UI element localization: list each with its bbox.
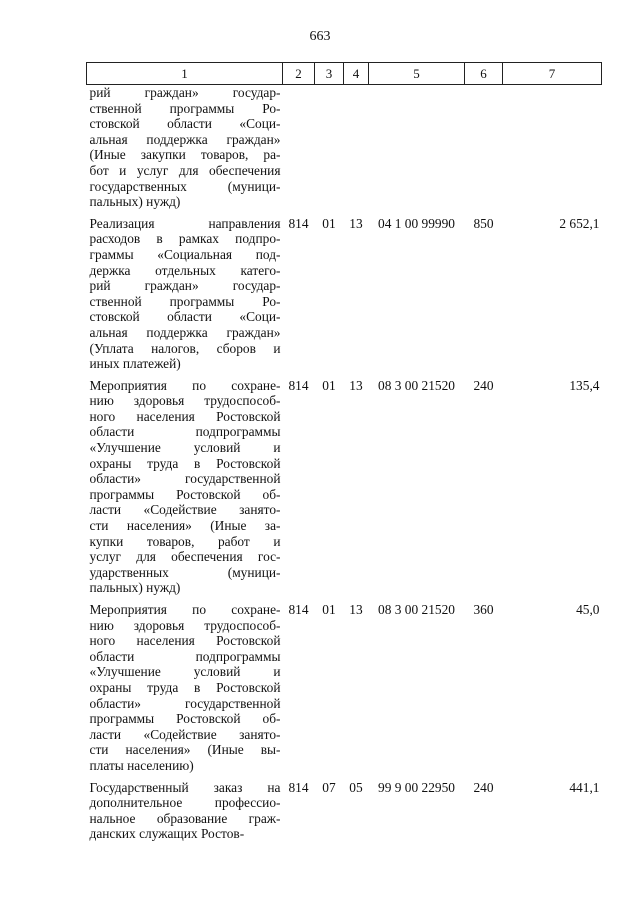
description-line: государственных (муници- (89, 178, 281, 194)
amount-value: 135,4 (569, 377, 600, 393)
row-description (87, 774, 283, 842)
description-line: пальных) нужд) (89, 580, 181, 596)
subsection-code: 13 (349, 377, 363, 393)
amount-value (503, 85, 602, 210)
section-code (315, 85, 344, 210)
column-header-3: 3 (315, 63, 344, 85)
description-line: «Улучшение условий и (89, 440, 281, 456)
description-line: (Иные закупки товаров, ра- (89, 147, 281, 163)
description-line: услуг для обеспечения гос- (89, 549, 281, 565)
description-line: охраны труда в Ростовской (89, 455, 281, 471)
description-line: купки товаров, работ и (89, 533, 281, 549)
amount-value: 441,1 (569, 779, 600, 795)
table-row (87, 210, 602, 372)
section-code: 01 (322, 215, 336, 231)
description-line: области подпрограммы (89, 648, 281, 664)
description-line: ласти «Содействие занято- (89, 502, 281, 518)
expense-type-code: 360 (473, 602, 494, 617)
description-line: программы Ростовской об- (89, 486, 281, 502)
column-header-5: 5 (369, 63, 465, 85)
description-line: программы Ростовской об- (89, 711, 281, 727)
row-description (87, 85, 283, 210)
expense-type-code: 240 (473, 779, 494, 795)
description-line: данских служащих Ростов- (89, 826, 245, 842)
description-line: платы населению) (89, 757, 194, 773)
description-line: области подпрограммы (89, 424, 281, 440)
ved-code: 814 (288, 377, 309, 393)
budget-table (86, 62, 602, 842)
description-line: бот и услуг для обеспечения (89, 162, 281, 178)
row-description (87, 372, 283, 596)
header-row (87, 63, 602, 85)
description-line: граммы «Социальная под- (89, 246, 281, 262)
table-row (87, 596, 602, 774)
description-line: сти населения» (Иные за- (89, 518, 281, 534)
description-line: иных платежей) (89, 356, 181, 372)
section-code: 01 (322, 377, 336, 393)
table-header (87, 63, 602, 85)
description-line: стовской области «Соци- (89, 116, 281, 132)
subsection-code: 13 (349, 215, 363, 231)
table-body (87, 85, 602, 842)
description-line: держка отдельных катего- (89, 262, 281, 278)
description-line: области» государственной (89, 471, 281, 487)
description-line: стовской области «Соци- (89, 309, 281, 325)
column-header-2: 2 (283, 63, 315, 85)
description-line: ственной программы Ро- (89, 100, 281, 116)
description-line: Мероприятия по сохране- (89, 602, 281, 617)
row-description (87, 596, 283, 774)
row-description (87, 210, 283, 372)
description-line: ударственных (муници- (89, 564, 281, 580)
expense-type-code: 240 (473, 377, 494, 393)
amount-value: 2 652,1 (559, 215, 600, 231)
ved-code: 814 (288, 215, 309, 231)
column-header-1: 1 (87, 63, 283, 85)
target-article-code: 08 3 00 21520 (378, 377, 455, 393)
table-row (87, 85, 602, 210)
description-line: Мероприятия по сохране- (89, 377, 281, 393)
description-line: «Улучшение условий и (89, 664, 281, 680)
description-line: расходов в рамках подпро- (89, 231, 281, 247)
description-line: ственной программы Ро- (89, 293, 281, 309)
description-line: Государственный заказ на (89, 779, 281, 795)
column-header-7: 7 (503, 63, 602, 85)
expense-type-code: 850 (473, 215, 494, 231)
target-article-code: 99 9 00 22950 (378, 779, 455, 795)
target-article-code: 04 1 00 99990 (378, 215, 455, 231)
ved-code: 814 (288, 779, 309, 795)
subsection-code: 13 (349, 602, 363, 617)
column-header-4: 4 (344, 63, 369, 85)
description-line: пальных) нужд) (89, 194, 181, 210)
table-row (87, 372, 602, 596)
amount-value: 45,0 (576, 602, 600, 617)
description-line: альная поддержка граждан» (89, 324, 281, 340)
description-line: Реализация направления (89, 215, 281, 231)
section-code: 01 (322, 602, 336, 617)
description-line: альная поддержка граждан» (89, 131, 281, 147)
description-line: ного населения Ростовской (89, 633, 281, 649)
description-line: ного населения Ростовской (89, 408, 281, 424)
description-line: нию здоровья трудоспособ- (89, 617, 281, 633)
table-row (87, 774, 602, 842)
description-line: охраны труда в Ростовской (89, 679, 281, 695)
description-line: нию здоровья трудоспособ- (89, 393, 281, 409)
description-line: области» государственной (89, 695, 281, 711)
expense-type-code (465, 85, 503, 210)
target-article-code (369, 85, 465, 210)
description-line: дополнительное профессио- (89, 795, 281, 811)
description-line: сти населения» (Иные вы- (89, 742, 281, 758)
ved-code (283, 85, 315, 210)
section-code: 07 (322, 779, 336, 795)
description-line: рий граждан» государ- (89, 85, 281, 100)
target-article-code: 08 3 00 21520 (378, 602, 455, 617)
description-line: нальное образование граж- (89, 810, 281, 826)
page-number: 663 (309, 29, 331, 44)
description-line: ласти «Содействие занято- (89, 726, 281, 742)
description-line: рий граждан» государ- (89, 278, 281, 294)
description-line: (Уплата налогов, сборов и (89, 340, 281, 356)
column-header-6: 6 (465, 63, 503, 85)
ved-code: 814 (288, 602, 309, 617)
subsection-code (344, 85, 369, 210)
subsection-code: 05 (349, 779, 363, 795)
